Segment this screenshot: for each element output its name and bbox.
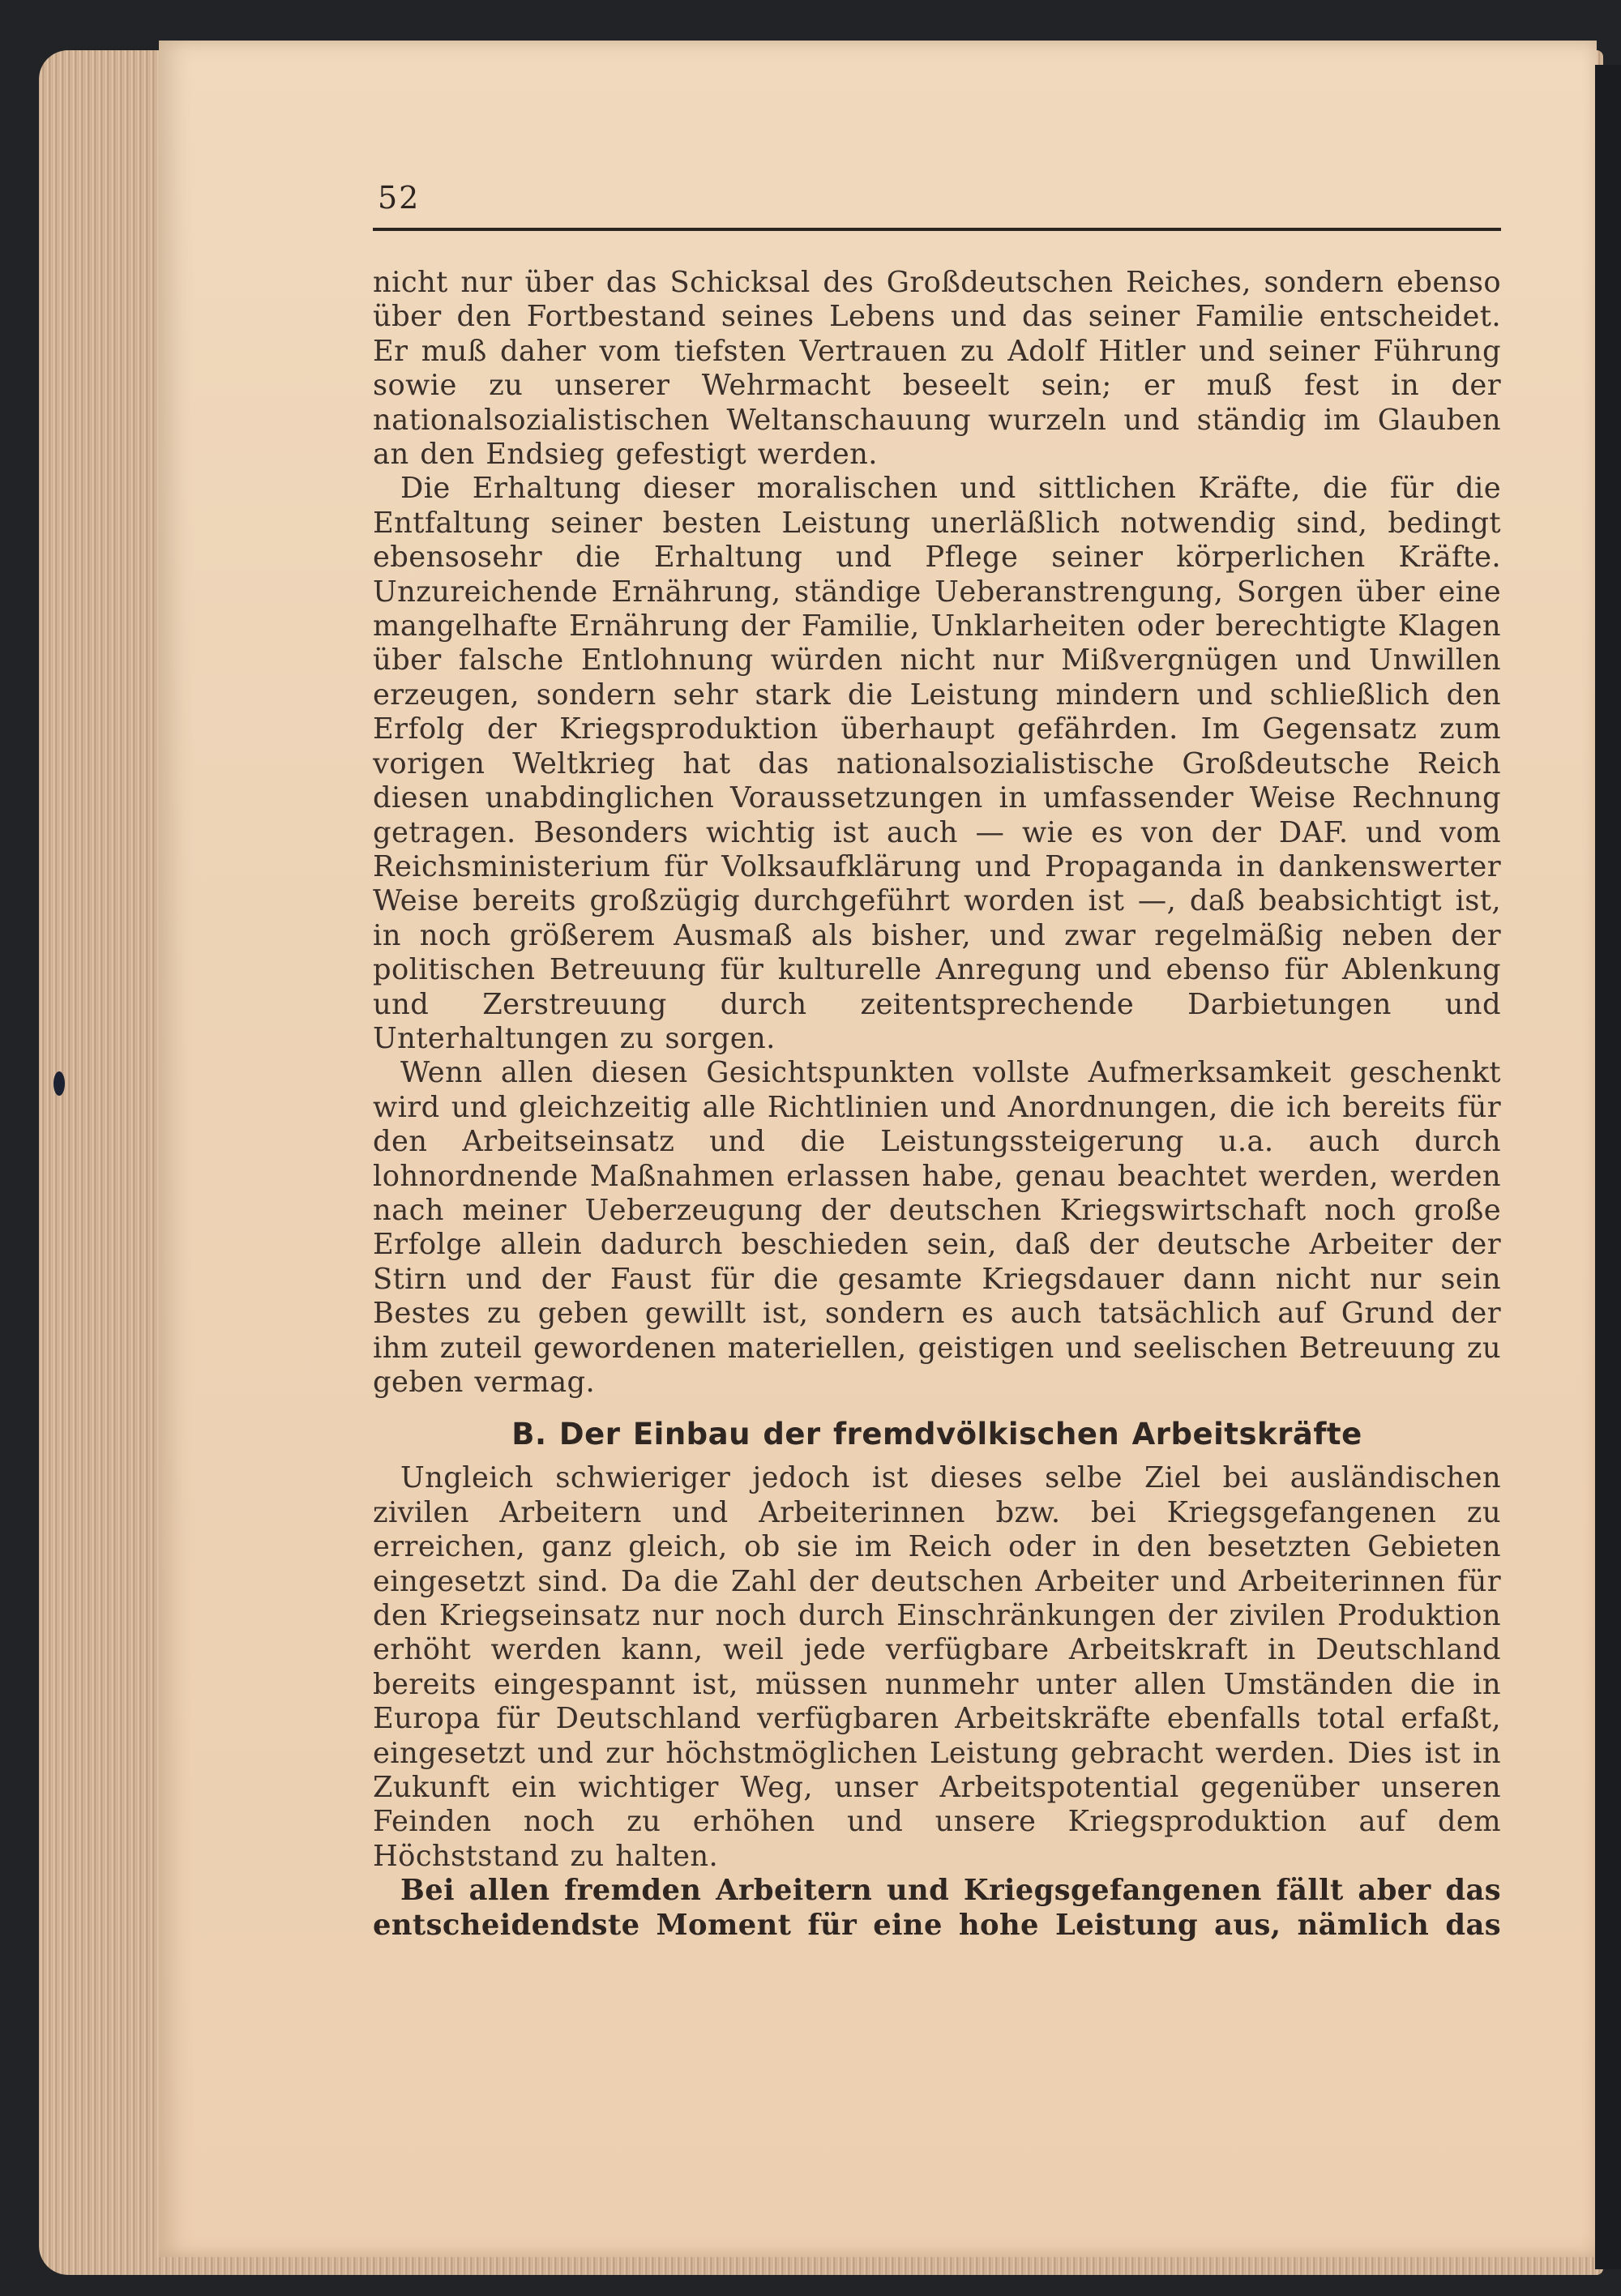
header-rule (373, 228, 1501, 231)
paragraph: Ungleich schwieriger jedoch ist dieses selbe Ziel bei ausländischen zivilen Arbeitern und Arbeiterinnen bzw. bei Kriegsgefangenen zu erreichen, ganz gleich, ob sie im Reich oder in den besetzten Gebieten eingesetzt sind. Da die Zahl der deutschen Arbeiter und Arbeiterinnen für den Kriegseinsatz nur noch durch Einschränkungen der zivilen Produktion erhöht werden kann, weil jede verfügbare Arbeitskraft in Deutschland bereits eingespannt ist, müssen nunmehr unter allen Umständen die in Europa für Deutschland verfügbaren Arbeitskräfte ebenfalls total erfaßt, eingesetzt und zur höchstmöglichen Leistung gebracht werden. Dies ist in Zukunft ein wichtiger Weg, unser Arbeitspotential gegenüber unseren Feinden noch zu erhöhen und unsere Kriegsproduktion auf dem Höchststand zu halten. (373, 1461, 1501, 1873)
page-number: 52 (378, 180, 421, 216)
paragraph: Die Erhaltung dieser moralischen und sittlichen Kräfte, die für die Entfaltung seiner besten Leistung unerläßlich notwendig sind, bedingt ebensosehr die Erhaltung und Pflege seiner körperlichen Kräfte. Unzureichende Ernährung, ständige Ueberanstrengung, Sorgen über eine mangelhafte Ernährung der Familie, Unklarheiten oder berechtigte Klagen über falsche Entlohnung würden nicht nur Mißvergnügen und Unwillen erzeugen, sondern sehr stark die Leistung mindern und schließlich den Erfolg der Kriegsproduktion überhaupt gefährden. Im Gegensatz zum vorigen Weltkrieg hat das nationalsozialistische Großdeutsche Reich diesen unabdinglichen Voraussetzungen in umfassender Weise Rechnung getragen. Besonders wichtig ist auch — wie es von der DAF. und vom Reichsministerium für Volksaufklärung und Propaganda in dankenswerter Weise bereits großzügig durchgeführt worden ist —, daß beabsichtigt ist, in noch größerem Ausmaß als bisher, und zwar regelmäßig neben der politischen Betreuung für kulturelle Anregung und ebenso für Ablenkung und Zerstreuung durch zeitentsprechende Darbietungen und Unterhaltungen zu sorgen. (373, 472, 1501, 1055)
body-text (373, 266, 1501, 1943)
facing-page-edge (1595, 65, 1621, 2269)
paragraph: Wenn allen diesen Gesichtspunkten vollste Aufmerksamkeit geschenkt wird und gleichzeitig alle Richtlinien und Anordnungen, die ich bereits für den Arbeitseinsatz und die Leistungssteigerung u.a. auch durch lohnordnende Maßnahmen erlassen habe, genau beachtet werden, werden nach meiner Ueberzeugung der deutschen Kriegswirtschaft noch große Erfolge allein dadurch beschieden sein, daß der deutsche Arbeiter der Stirn und der Faust für die gesamte Kriegsdauer dann nicht nur sein Bestes zu geben gewillt ist, sondern es auch tatsächlich auf Grund der ihm zuteil gewordenen materiellen, geistigen und seelischen Betreuung zu geben vermag. (373, 1056, 1501, 1399)
bold-paragraph: Bei allen fremden Arbeitern und Kriegsgefangenen fällt aber das entscheidendste Moment für eine hohe Leistung aus, nämlich das (373, 1874, 1501, 1942)
ink-blot (53, 1071, 65, 1096)
paragraph: nicht nur über das Schicksal des Großdeutschen Reiches, sondern ebenso über den Fortbestand seines Lebens und das seiner Familie entscheidet. Er muß daher vom tiefsten Vertrauen zu Adolf Hitler und seiner Führung sowie zu unserer Wehrmacht beseelt sein; er muß fest in der nationalsozialistischen Weltanschauung wurzeln und ständig im Glauben an den Endsieg gefestigt werden. (373, 266, 1501, 472)
section-heading: B. Der Einbau der fremdvölkischen Arbeitskräfte (511, 1417, 1362, 1452)
